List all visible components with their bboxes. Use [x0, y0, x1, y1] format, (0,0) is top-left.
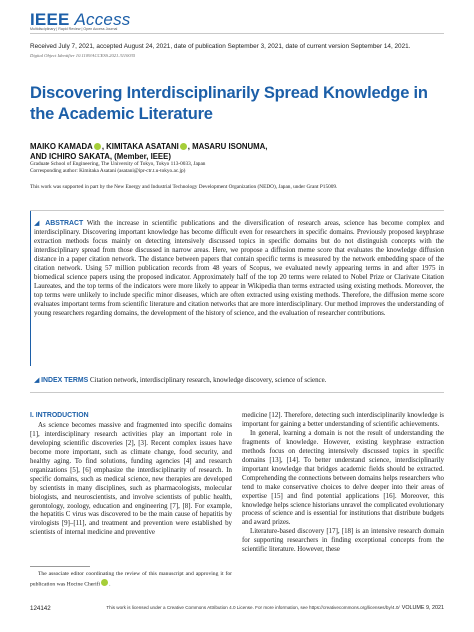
page-number: 124142 — [30, 605, 51, 612]
footnote-rule — [30, 566, 90, 567]
orcid-icon[interactable] — [180, 143, 187, 150]
index-terms-text: Citation network, interdisciplinary research, knowledge discovery, science of science. — [89, 377, 327, 384]
doi-line: Digital Object Identifier 10.1109/ACCESS.2021.3110035 — [30, 53, 136, 58]
triangle-icon: ◢ — [34, 376, 40, 384]
abstract-label: ABSTRACT — [45, 220, 84, 227]
author-asatani: , KIMITAKA ASATANI — [101, 142, 179, 151]
logo-access: Access — [74, 10, 131, 29]
paper-title: Discovering Interdisciplinarily Spread Knowledge in the Academic Literature — [30, 84, 428, 123]
footnote-text: The associate editor coordinating the review of this manuscript and approving it for publication was Hocine Cherifi — [30, 571, 232, 588]
logo-tagline: Multidisciplinary | Rapid Review | Open Access Journal — [30, 27, 118, 31]
abstract-rule — [30, 210, 444, 211]
abstract — [30, 219, 444, 318]
author-isonuma: , MASARU ISONUMA, — [187, 142, 268, 151]
page-footer — [30, 602, 444, 624]
orcid-icon[interactable] — [94, 143, 101, 150]
triangle-icon: ◢ — [34, 219, 42, 227]
index-terms-label: INDEX TERMS — [41, 377, 89, 384]
orcid-icon[interactable] — [101, 579, 108, 586]
section-heading: I. INTRODUCTION — [30, 412, 89, 419]
license-text[interactable]: This work is licensed under a Creative Commons Attribution 4.0 License. For more information, see https://creativecommons.org/licenses/by/4.0/ — [106, 605, 400, 610]
corresponding-author: Corresponding author: Kimitaka Asatani (asatani@ipr-ctr.t.u-tokyo.ac.jp) — [30, 168, 186, 175]
volume-label: VOLUME 9, 2021 — [401, 605, 444, 611]
publication-dates: Received July 7, 2021, accepted August 24, 2021, date of publication September 3, 2021, date of current version September 14, 2021. — [30, 43, 411, 50]
author-kamada: MAIKO KAMADA — [30, 142, 93, 151]
logo-ieee: IEEE — [30, 10, 70, 29]
index-terms — [34, 376, 444, 385]
editor-footnote: The associate editor coordinating the review of this manuscript and approving it for publication was Hocine Cherifi . — [30, 571, 232, 588]
index-terms-rule — [30, 392, 444, 393]
paragraph: In general, learning a domain is not the result of understanding the fragments of knowledge. However, existing keyphrase extraction methods focus on detecting intensively discussed topics in specific domains [13], [14]. To better understand science, interdisciplinarily important knowledge that bridges academic fields should be extracted. Comprehending the connections between domains helps researchers who tend to make conservative choices to delve deeper into their areas of expertise [15] and find potential applications [16]. Moreover, this knowledge helps science historians unravel the complicated evolutionary process of science and is essential for institutions that distribute budgets and award prizes. — [242, 429, 444, 527]
author-list — [30, 142, 444, 162]
right-column — [242, 412, 444, 555]
paragraph: medicine [12]. Therefore, detecting such interdisciplinarily knowledge is important for gaining a better understanding of scientific achievements. — [242, 412, 444, 428]
abstract-text: With the increase in scientific publications and the diversification of research areas, science has become complex and interdisciplinary. Discovering important knowledge has become difficult even for researchers in specific domains. Previously proposed keyphrase extraction methods focus mainly on detecting intensively discussed topics in specific domains but do not distinguish concepts with the interdisciplinary spread from those discussed in narrow areas. Here, we propose a diffusion meme score that evaluates the knowledge diffusion distance in a paper citation network. The distance between papers that contain specific terms is measured by the network embedding space of the citation network. Using 57 million publication records from 48 years of Scopus, we evaluated newly appearing terms in and after 1975 in biomedical science papers using the proposed indicator. Approximately half of the top 20 terms were related to Nobel Prize or Clarivate Citation Laureates, and the top terms of the indicators were more likely to appear in Wikipedia than terms extracted using existing methods. Moreover, the top terms were unlikely to include specific minor diseases, which are often extracted using existing methods. Therefore, the diffusion meme score evaluates important terms from scientific literature and citation networks that are more interdisciplinary. Our method improves the understanding of young researchers regarding domains, the development of the history of science, and the evaluation of researcher contributions. — [34, 220, 444, 317]
left-column — [30, 412, 232, 538]
affiliation-block — [30, 161, 444, 176]
funding-statement: This work was supported in part by the New Energy and Industrial Technology Development Organization (NEDO), Japan, under Grant P15009. — [30, 184, 338, 190]
paragraph: Literature-based discovery [17], [18] is an intensive research domain for supporting researchers in finding exceptional concepts from the scientific literature. However, these — [242, 528, 444, 554]
author-sakata: AND ICHIRO SAKATA, (Member, IEEE) — [30, 152, 171, 161]
journal-header — [30, 8, 444, 34]
affiliation: Graduate School of Engineering, The University of Tokyo, Tokyo 113-0033, Japan — [30, 161, 206, 167]
paragraph: As science becomes massive and fragmented into specific domains [1], interdisciplinary research activities play an important role in developing scientific discoveries [2], [3]. Recent complex issues have become more important, such as climate change, food security, and healthy aging. To find solutions, funding agencies [4] and research organizations [5], [6] emphasize the interdisciplinarity of research. In specific domains, such as medical science, new therapies are developed by scientists in many disciplines, such as pharmacologists, molecular biologists, and neuroscientists, and involve scientists of public health, gerontology, zoology, education and engineering [7], [8]. For example, the hepatitis C virus was discovered to be the main cause of hepatitis by virologists [9]–[11], and treatment and prevention were established by scientists of internal medicine and preventive — [30, 421, 232, 537]
